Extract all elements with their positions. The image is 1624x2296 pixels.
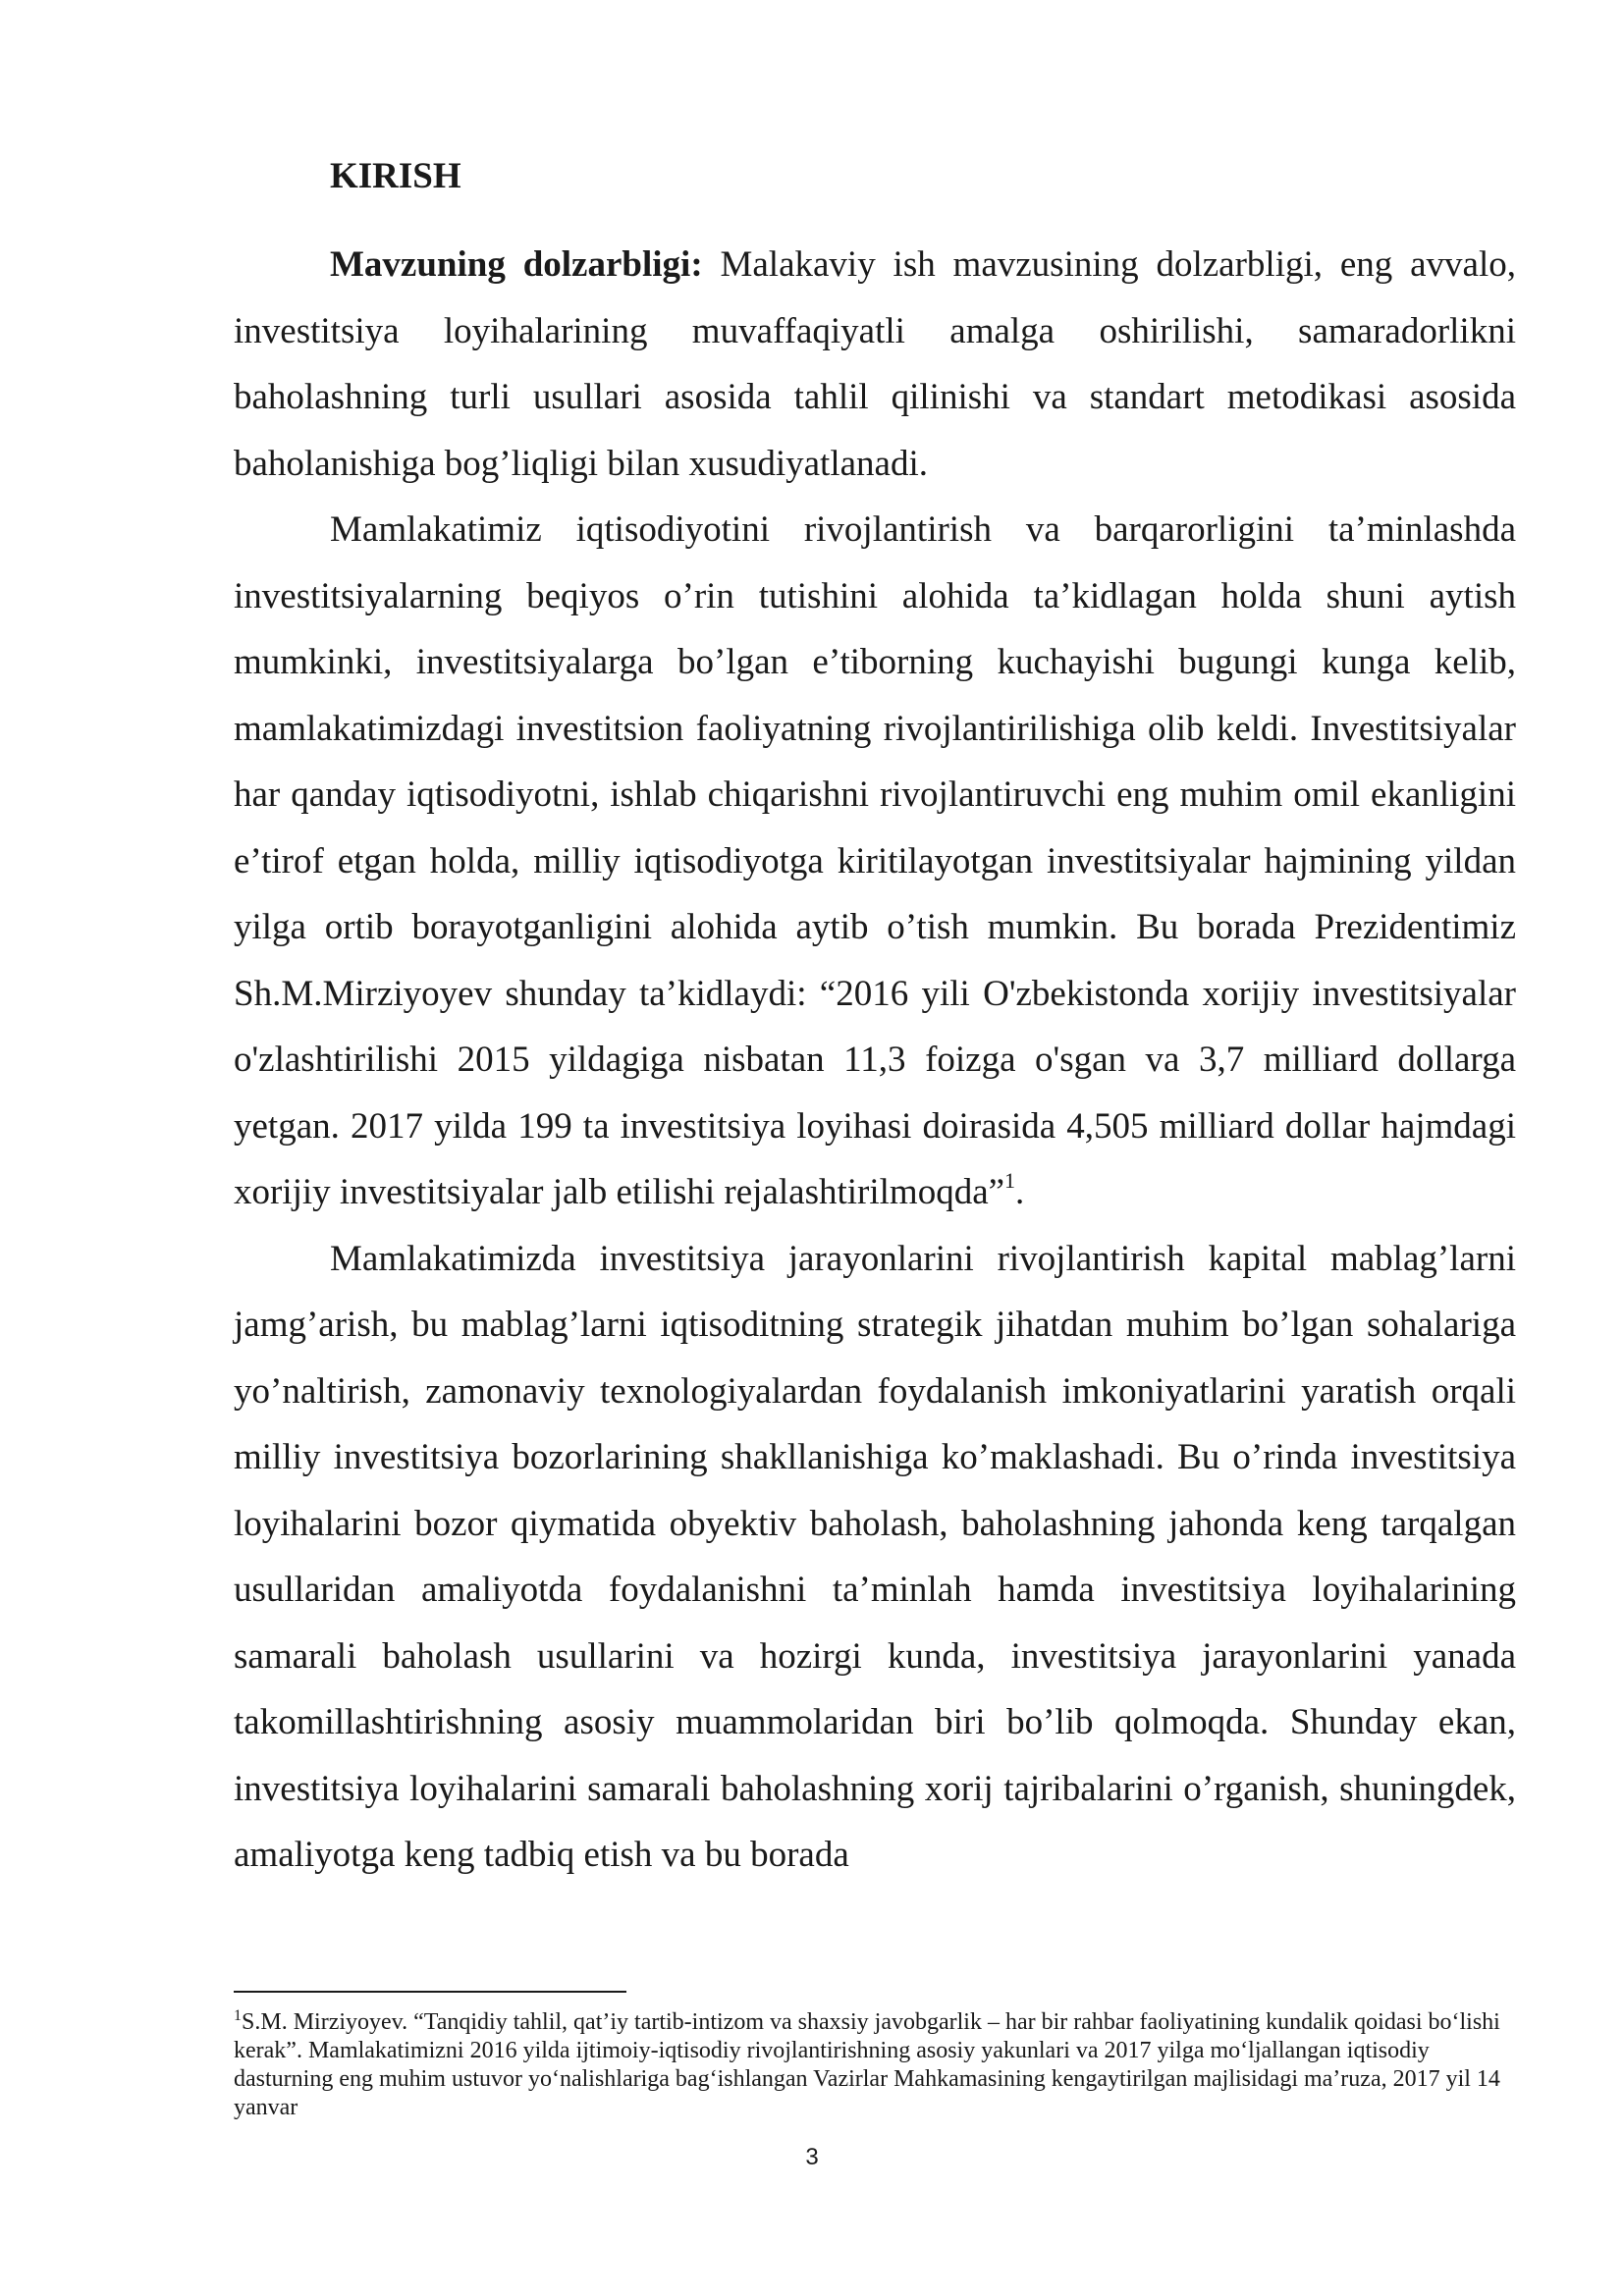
footnote-reference[interactable]: 1 <box>1004 1168 1016 1193</box>
section-heading: KIRISH <box>330 156 461 196</box>
footnote <box>234 2008 1516 2122</box>
body-text <box>234 232 1516 1889</box>
paragraph-processes <box>234 1226 1516 1889</box>
paragraph-end: . <box>1015 1172 1025 1212</box>
paragraph-text: Malakaviy ish mavzusining dolzarbligi, eng avvalo, investitsiya loyihalarining muvaffaqiyatli amalga oshirilishi, samaradorlikni baholashning turli usullari asosida tahlil qilinishi va standart metodikasi asosida baholanishiga bog’liqligi bilan xusudiyatlanadi. <box>234 244 1516 484</box>
paragraph-investments <box>234 497 1516 1226</box>
footnote-separator <box>234 1991 626 1993</box>
footnote-marker: 1 <box>234 2007 242 2024</box>
paragraph-text: Mamlakatimiz iqtisodiyotini rivojlantirish va barqarorligini ta’minlashda investitsiyalarning beqiyos o’rin tutishini alohida ta’kidlagan holda shuni aytish mumkinki, investitsiyalarga bo’lgan e’tiborning kuchayishi bugungi kunga kelib, mamlakatimizdagi investitsion faoliyatning rivojlantirilishiga olib keldi. Investitsiyalar har qanday iqtisodiyotni, ishlab chiqarishni rivojlantiruvchi eng muhim omil ekanligini e’tirof etgan holda, milliy iqtisodiyotga kiritilayotgan investitsiyalar hajmining yildan yilga ortib borayotganligini alohida aytib o’tish mumkin. Bu borada Prezidentimiz Sh.M.Mirziyoyev shunday ta’kidlaydi: “2016 yili O'zbekistonda xorijiy investitsiyalar o'zlashtirilishi 2015 yildagiga nisbatan 11,3 foizga o'sgan va 3,7 milliard dollarga yetgan. 2017 yilda 199 ta investitsiya loyihasi doirasida 4,505 milliard dollar hajmdagi xorijiy investitsiyalar jalb etilishi rejalashtirilmoqda” <box>234 509 1516 1212</box>
paragraph-lead: Mavzuning dolzarbligi: <box>330 244 703 285</box>
footnote-text: S.M. Mirziyoyev. “Tanqidiy tahlil, qat’iy tartib-intizom va shaxsiy javobgarlik – har bir rahbar faoliyatining kundalik qoidasi bo‘lishi kerak”. Mamlakatimizni 2016 yilda ijtimoiy-iqtisodiy rivojlantirishning asosiy yakunlari va 2017 yilga mo‘ljallangan iqtisodiy dasturning eng muhim ustuvor yo‘nalishlariga bag‘ishlangan Vazirlar Mahkamasining kengaytirilgan majlisidagi ma’ruza, 2017 yil 14 yanvar <box>234 2009 1500 2120</box>
paragraph-text: Mamlakatimizda investitsiya jarayonlarini rivojlantirish kapital mablag’larni jamg’arish, bu mablag’larni iqtisoditning strategik jihatdan muhim bo’lgan sohalariga yo’naltirish, zamonaviy texnologiyalardan foydalanish imkoniyatlarini yaratish orqali milliy investitsiya bozorlarining shakllanishiga ko’maklashadi. Bu o’rinda investitsiya loyihalarini bozor qiymatida obyektiv baholash, baholashning jahonda keng tarqalgan usullaridan amaliyotda foydalanishni ta’minlah hamda investitsiya loyihalarining samarali baholash usullarini va hozirgi kunda, investitsiya jarayonlarini yanada takomillashtirishning asosiy muammolaridan biri bo’lib qolmoqda. Shunday ekan, investitsiya loyihalarini samarali baholashning xorij tajribalarini o’rganish, shuningdek, amaliyotga keng tadbiq etish va bu borada <box>234 1238 1516 1875</box>
page-number: 3 <box>805 2144 819 2170</box>
paragraph-relevance <box>234 232 1516 497</box>
